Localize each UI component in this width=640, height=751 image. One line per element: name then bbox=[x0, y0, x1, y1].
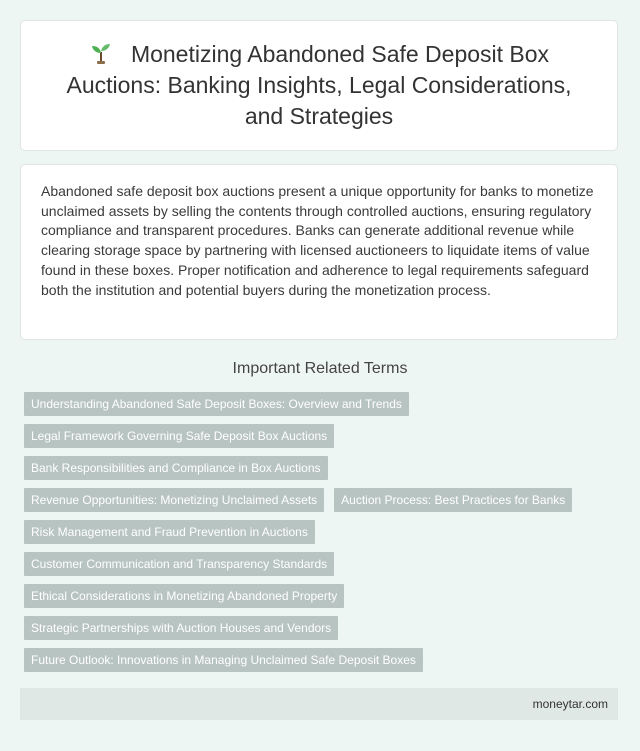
related-term-chip[interactable]: Risk Management and Fraud Prevention in Auctions bbox=[24, 520, 315, 544]
related-term-chip[interactable]: Customer Communication and Transparency Standards bbox=[24, 552, 334, 576]
terms-row bbox=[24, 424, 624, 450]
footer-site-link[interactable]: moneytar.com bbox=[532, 697, 608, 711]
related-terms-heading: Important Related Terms bbox=[232, 360, 408, 377]
summary-text: Abandoned safe deposit box auctions present a unique opportunity for banks to monetize unclaimed assets by selling the contents through controlled auctions, ensuring regulatory compliance and transparent procedures. Banks can generate additional revenue while clearing storage space by partnering with licensed auctioneers to liquidate items of value found in these boxes. Proper notification and adherence to legal requirements safeguard both the institution and potential buyers during the monetization process. bbox=[41, 183, 594, 298]
seedling-icon bbox=[89, 42, 113, 64]
related-term-chip[interactable]: Legal Framework Governing Safe Deposit Box Auctions bbox=[24, 424, 334, 448]
page-title-text: Monetizing Abandoned Safe Deposit Box Auctions: Banking Insights, Legal Considerations, and Strategies bbox=[66, 41, 572, 129]
related-term-chip[interactable]: Revenue Opportunities: Monetizing Unclaimed Assets bbox=[24, 488, 324, 512]
footer bbox=[20, 688, 618, 720]
related-term-chip[interactable]: Bank Responsibilities and Compliance in Box Auctions bbox=[24, 456, 328, 480]
related-term-chip[interactable]: Auction Process: Best Practices for Banks bbox=[334, 488, 572, 512]
terms-row bbox=[24, 392, 624, 418]
terms-row bbox=[24, 584, 624, 610]
terms-row bbox=[24, 488, 624, 514]
related-term-chip[interactable]: Understanding Abandoned Safe Deposit Boxes: Overview and Trends bbox=[24, 392, 409, 416]
terms-row bbox=[24, 648, 624, 674]
terms-row bbox=[24, 520, 624, 546]
related-term-chip[interactable]: Strategic Partnerships with Auction Houses and Vendors bbox=[24, 616, 338, 640]
title-card bbox=[20, 20, 618, 151]
related-terms-list bbox=[24, 392, 624, 680]
summary-card bbox=[20, 164, 618, 340]
related-term-chip[interactable]: Ethical Considerations in Monetizing Abandoned Property bbox=[24, 584, 344, 608]
terms-row bbox=[24, 552, 624, 578]
terms-row bbox=[24, 616, 624, 642]
related-term-chip[interactable]: Future Outlook: Innovations in Managing Unclaimed Safe Deposit Boxes bbox=[24, 648, 423, 672]
page-title bbox=[51, 39, 587, 132]
terms-row bbox=[24, 456, 624, 482]
